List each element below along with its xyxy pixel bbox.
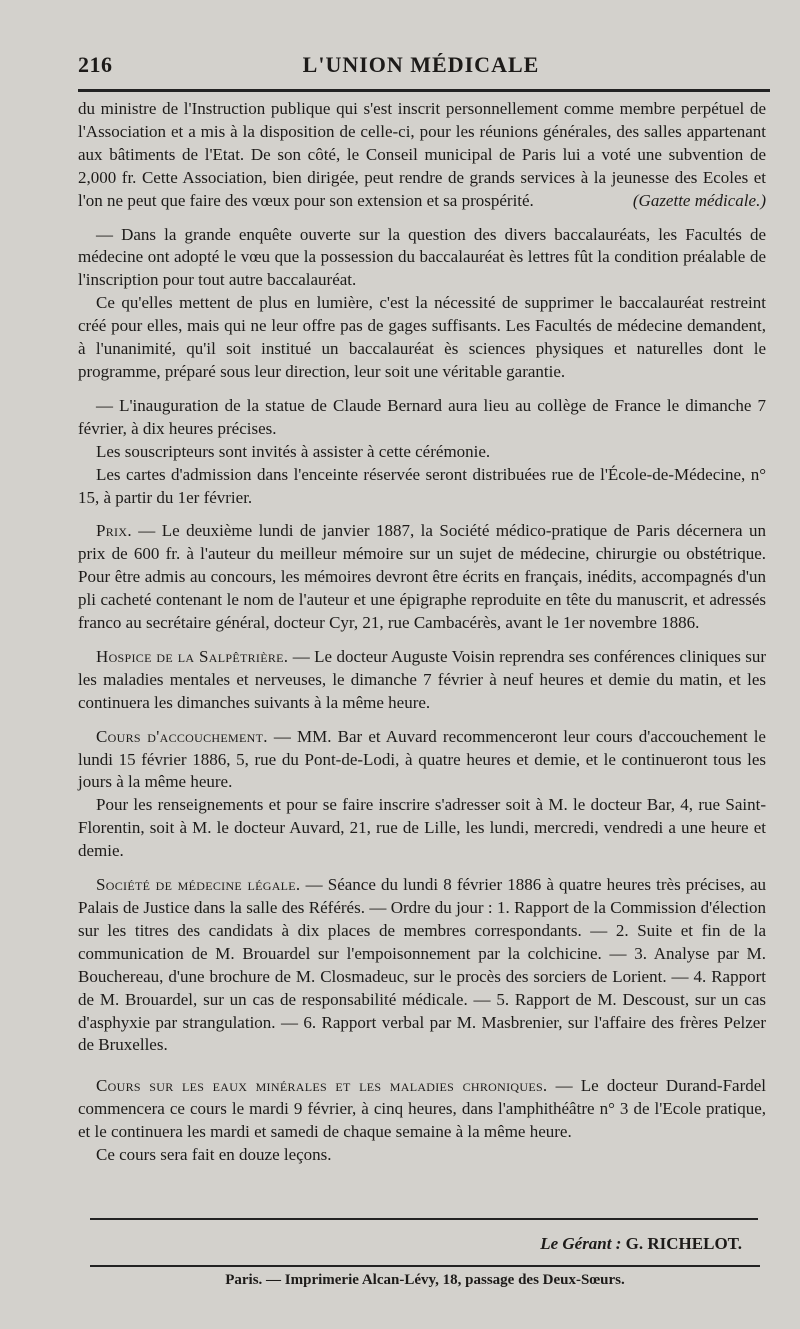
printer-imprint: Paris. — Imprimerie Alcan-Lévy, 18, passage des Deux-Sœurs. (225, 1272, 625, 1288)
header-rule (78, 89, 770, 92)
journal-title: L'UNION MÉDICALE (302, 52, 540, 77)
page-header (78, 52, 764, 82)
section-heading: Société de médecine légale. (96, 875, 301, 895)
source-citation: (Gazette médicale.) (632, 190, 766, 210)
paragraph-medecine-legale (78, 874, 766, 1057)
paragraph-baccalaureat: — Dans la grande enquête ouverte sur la question des divers baccalauréats, les Facultés de médecine ont adopté le vœu que la possession du baccalauréat ès lettres fût la condition préalable de l'inscription pour tout autre baccalauréat. (78, 224, 766, 290)
paragraph-salpetriere (78, 646, 766, 715)
paragraph-eaux-minerales (78, 1075, 766, 1144)
paragraph-lecons: Ce cours sera fait en douze leçons. (96, 1145, 332, 1165)
paragraph-text: — Séance du lundi 8 février 1886 à quatre heures très précises, au Palais de Justice dans la salle des Référés. — Ordre du jour : 1. Rapport de la Commission d'élection sur les titres des candidats à dix places de membres correspondants. — 2. Suite et fin de la communication de M. Brouardel sur l'empoisonnement par la colchicine. — 3. Analyse par M. Bouchereau, d'une brochure de M. Closmadeuc, sur le procès des sorciers de Lorient. — 4. Rapport de M. Brouardel, sur un cas de responsabilité médicale. — 5. Rapport de M. Descoust, sur un cas d'asphyxie par strangulation. — 6. Rapport verbal par M. Masbrenier, sur l'affaire des frères Pelzer de Bruxelles. (78, 875, 766, 1055)
paragraph-cartes: Les cartes d'admission dans l'enceinte réservée seront distribuées rue de l'École-de-Médecine, n° 15, à partir du 1er février. (78, 464, 766, 507)
signature (540, 1234, 742, 1254)
paragraph-claude-bernard: — L'inauguration de la statue de Claude Bernard aura lieu au collège de France le dimanche 7 février, à dix heures précises. (78, 395, 766, 438)
paragraph-text: — MM. Bar et Auvard recommenceront leur cours d'accouchement le lundi 15 février 1886, 5, rue du Pont-de-Lodi, à quatre heures et demie, et le continueront tous les jours à la même heure. (78, 726, 766, 792)
article-body (78, 98, 766, 1167)
signature-rule (90, 1218, 758, 1220)
paragraph-baccalaureat-2: Ce qu'elles mettent de plus en lumière, c'est la nécessité de supprimer le baccalauréat restreint créé pour elles, mais qui ne leur offre pas de gages suffisants. Les Facultés de médecine demandent, à l'unanimité, qu'il soit institué un baccalauréat ès sciences physiques et naturelles dont le programme, préparé sous leur direction, leur soit une véritable garantie. (78, 293, 766, 381)
section-heading: Hospice de la Salpêtrière. (96, 646, 289, 666)
section-heading: Cours sur les eaux minérales et les maladies chroniques. (96, 1076, 548, 1096)
page-number: 216 (78, 52, 113, 77)
paragraph-text: — Le docteur Auguste Voisin reprendra ses conférences cliniques sur les maladies mentales et nerveuses, le dimanche 7 février à neuf heures et demie du matin, et les continuera les dimanches suivants à la même heure. (78, 646, 766, 712)
paragraph-association (78, 98, 766, 213)
paragraph-text: du ministre de l'Instruction publique qui s'est inscrit personnellement comme membre perpétuel de l'Association et a mis à la disposition de celle-ci, pour les réunions générales, des salles appartenant aux bâtiments de l'Etat. De son côté, le Conseil municipal de Paris lui a voté une subvention de 2,000 fr. Cette Association, bien dirigée, peut rendre de grands services à la jeunesse des Ecoles et l'on ne peut que faire des vœux pour son extension et sa prospérité. (78, 99, 766, 210)
paragraph-accouchement (78, 726, 766, 795)
paragraph-souscripteurs: Les souscripteurs sont invités à assister à cette cérémonie. (96, 441, 491, 461)
paragraph-text: — Le docteur Durand-Fardel commencera ce cours le mardi 9 février, à cinq heures, dans l'amphithéâtre n° 3 de l'Ecole pratique, et le continuera les mardi et samedi de chaque semaine à la même heure. (78, 1076, 766, 1142)
paragraph-text: — Le deuxième lundi de janvier 1887, la Société médico-pratique de Paris décernera un prix de 600 fr. à l'auteur du meilleur mémoire sur un sujet de médecine, chirurgie ou obstétrique. Pour être admis au concours, les mémoires devront être écrits en français, inédits, accompagnés d'un pli cacheté contenant le nom de l'auteur et une épigraphe reproduite en tête du manuscrit, et adressés franco au secrétaire général, docteur Cyr, 21, rue Cambacérès, avant le 1er novembre 1886. (78, 521, 766, 633)
signature-label: Le Gérant : (540, 1234, 622, 1253)
footer-rule (90, 1265, 760, 1267)
signature-name: G. RICHELOT. (625, 1234, 742, 1253)
section-heading: Prix. (96, 521, 132, 541)
section-heading: Cours d'accouchement. (96, 726, 268, 746)
paragraph-renseignements: Pour les renseignements et pour se faire inscrire s'adresser soit à M. le docteur Bar, 4, rue Saint-Florentin, soit à M. le docteur Auvard, 21, rue de Lille, les lundi, mercredi, vendredi a une heure et demie. (78, 795, 766, 861)
paragraph-prix (78, 520, 766, 635)
